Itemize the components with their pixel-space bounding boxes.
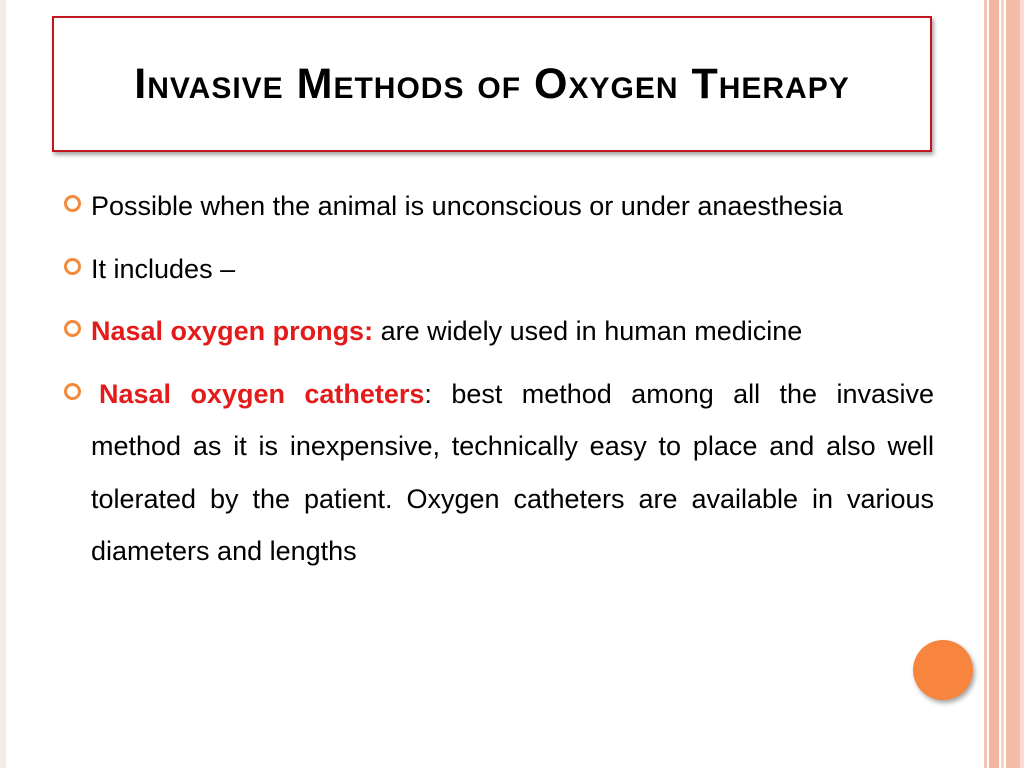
left-edge-decoration — [0, 0, 6, 768]
bullet-item — [64, 368, 934, 578]
bullet-text: Possible when the animal is unconscious or under anaesthesia — [91, 191, 843, 221]
stripe — [1006, 0, 1020, 768]
right-stripes-decoration — [984, 0, 1024, 768]
slide-title: Invasive Methods of Oxygen Therapy — [134, 60, 850, 108]
bullet-circle-icon — [64, 320, 81, 337]
title-box — [52, 16, 932, 152]
bullet-circle-icon — [64, 195, 81, 212]
bullet-item — [64, 243, 934, 296]
bullet-circle-icon — [64, 383, 81, 400]
bullet-list — [64, 180, 934, 588]
stripe — [1020, 0, 1024, 768]
orange-circle-decoration — [913, 640, 973, 700]
bullet-highlight: Nasal oxygen prongs: — [91, 316, 374, 346]
bullet-text: are widely used in human medicine — [373, 316, 803, 346]
bullet-text: : best method among all the invasive method as it is inexpensive, technically easy to place and also well tolerated by the patient. Oxygen catheters are available in various diameters and lengths — [91, 378, 935, 566]
bullet-highlight: Nasal oxygen catheters — [99, 378, 425, 409]
bullet-circle-icon — [64, 258, 81, 275]
bullet-item — [64, 305, 934, 358]
stripe — [1001, 0, 1004, 768]
bullet-item — [64, 180, 934, 233]
bullet-text: It includes – — [91, 253, 236, 284]
stripe — [984, 0, 987, 768]
stripe — [989, 0, 999, 768]
